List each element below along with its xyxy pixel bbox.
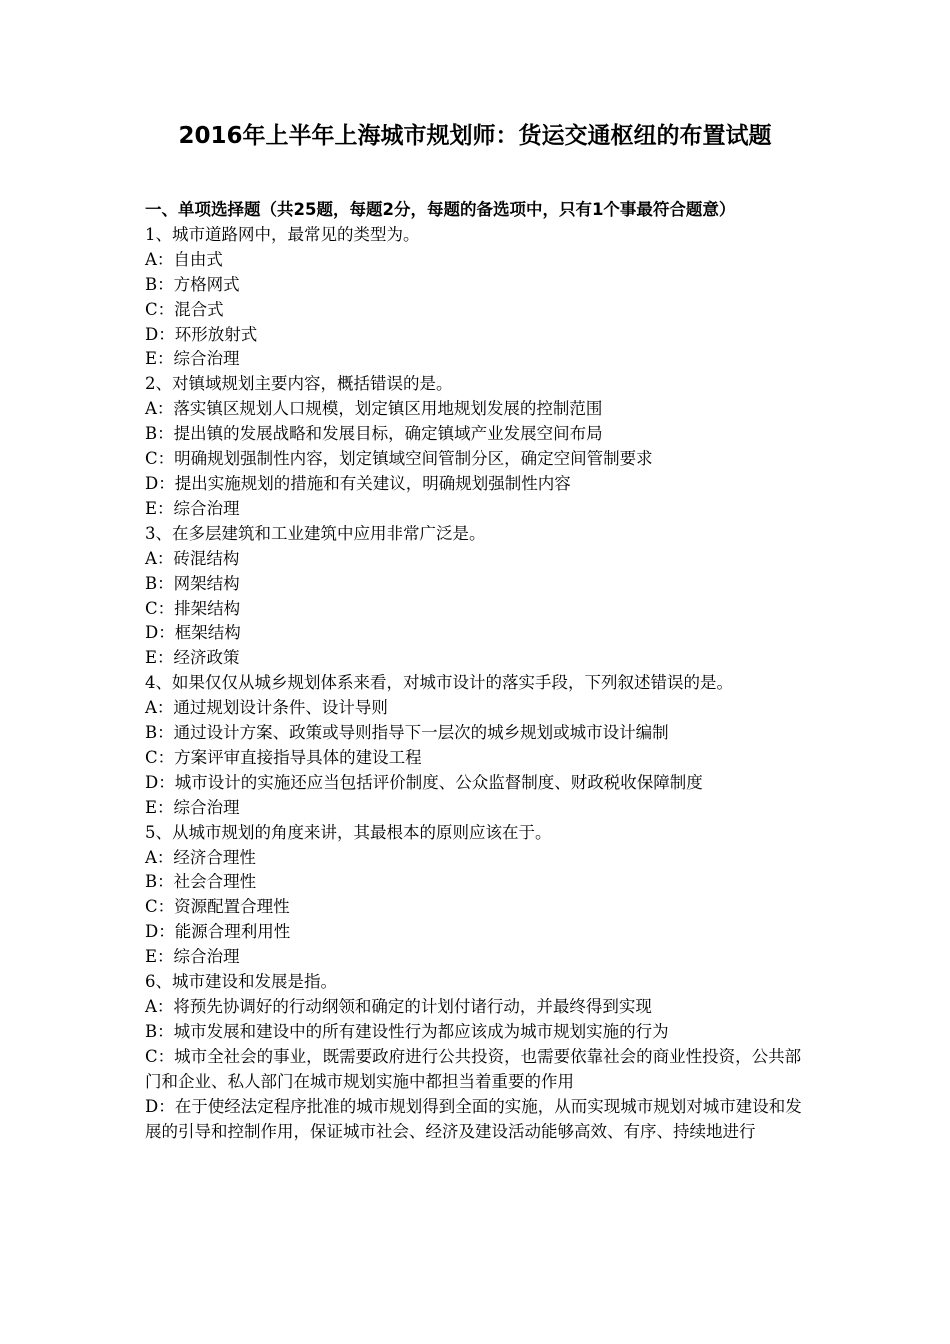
option-a: A：落实镇区规划人口规模，划定镇区用地规划发展的控制范围 bbox=[145, 399, 603, 419]
option-c: C：排架结构 bbox=[145, 598, 241, 618]
option-c: C：混合式 bbox=[145, 299, 224, 319]
option-c: C：资源配置合理性 bbox=[145, 897, 290, 917]
option-e: E：综合治理 bbox=[145, 947, 240, 967]
section-heading: 一、单项选择题（共25题，每题2分，每题的备选项中，只有1个事最符合题意） bbox=[145, 200, 736, 219]
question-stem: 2、对镇域规划主要内容，概括错误的是。 bbox=[145, 374, 453, 394]
option-d: D：提出实施规划的措施和有关建议，明确规划强制性内容 bbox=[145, 473, 571, 493]
question-stem: 1、城市道路网中，最常见的类型为。 bbox=[145, 224, 420, 244]
question-4 bbox=[145, 671, 813, 820]
document-title: 2016年上半年上海城市规划师：货运交通枢纽的布置试题 bbox=[178, 123, 772, 149]
option-b: B：方格网式 bbox=[145, 274, 240, 294]
option-a: A：通过规划设计条件、设计导则 bbox=[145, 698, 388, 718]
option-b: B：通过设计方案、政策或导则指导下一层次的城乡规划或城市设计编制 bbox=[145, 723, 669, 743]
question-2 bbox=[145, 372, 813, 521]
option-a: A：砖混结构 bbox=[145, 548, 240, 568]
document-body bbox=[145, 198, 813, 1144]
option-d: D：城市设计的实施还应当包括评价制度、公众监督制度、财政税收保障制度 bbox=[145, 772, 703, 792]
option-b: B：网架结构 bbox=[145, 573, 240, 593]
option-a: A：经济合理性 bbox=[145, 847, 256, 867]
question-stem: 5、从城市规划的角度来讲，其最根本的原则应该在于。 bbox=[145, 822, 552, 842]
question-stem: 6、城市建设和发展是指。 bbox=[145, 972, 337, 992]
option-a: A：自由式 bbox=[145, 249, 223, 269]
question-6 bbox=[145, 970, 813, 1144]
question-stem: 4、如果仅仅从城乡规划体系来看，对城市设计的落实手段，下列叙述错误的是。 bbox=[145, 673, 733, 693]
option-b: B：城市发展和建设中的所有建设性行为都应该成为城市规划实施的行为 bbox=[145, 1021, 669, 1041]
option-c: C：明确规划强制性内容，划定镇域空间管制分区，确定空间管制要求 bbox=[145, 449, 653, 469]
option-d: D：框架结构 bbox=[145, 623, 241, 643]
question-5 bbox=[145, 821, 813, 970]
option-e: E：经济政策 bbox=[145, 648, 240, 668]
option-d: D：能源合理利用性 bbox=[145, 922, 291, 942]
option-d: D：在于使经法定程序批准的城市规划得到全面的实施，从而实现城市规划对城市建设和发展的引导和控制作用，保证城市社会、经济及建设活动能够高效、有序、持续地进行 bbox=[145, 1096, 802, 1141]
option-e: E：综合治理 bbox=[145, 349, 240, 369]
question-3 bbox=[145, 522, 813, 671]
option-d: D：环形放射式 bbox=[145, 324, 258, 344]
question-stem: 3、在多层建筑和工业建筑中应用非常广泛是。 bbox=[145, 523, 486, 543]
option-b: B：提出镇的发展战略和发展目标，确定镇域产业发展空间布局 bbox=[145, 424, 603, 444]
option-c: C：城市全社会的事业，既需要政府进行公共投资，也需要依靠社会的商业性投资，公共部门和企业、私人部门在城市规划实施中都担当着重要的作用 bbox=[145, 1046, 802, 1091]
option-c: C：方案评审直接指导具体的建设工程 bbox=[145, 747, 422, 767]
option-a: A：将预先协调好的行动纲领和确定的计划付诸行动，并最终得到实现 bbox=[145, 997, 652, 1016]
option-b: B：社会合理性 bbox=[145, 872, 257, 892]
option-e: E：综合治理 bbox=[145, 797, 240, 817]
question-1 bbox=[145, 223, 813, 372]
option-e: E：综合治理 bbox=[145, 498, 240, 518]
